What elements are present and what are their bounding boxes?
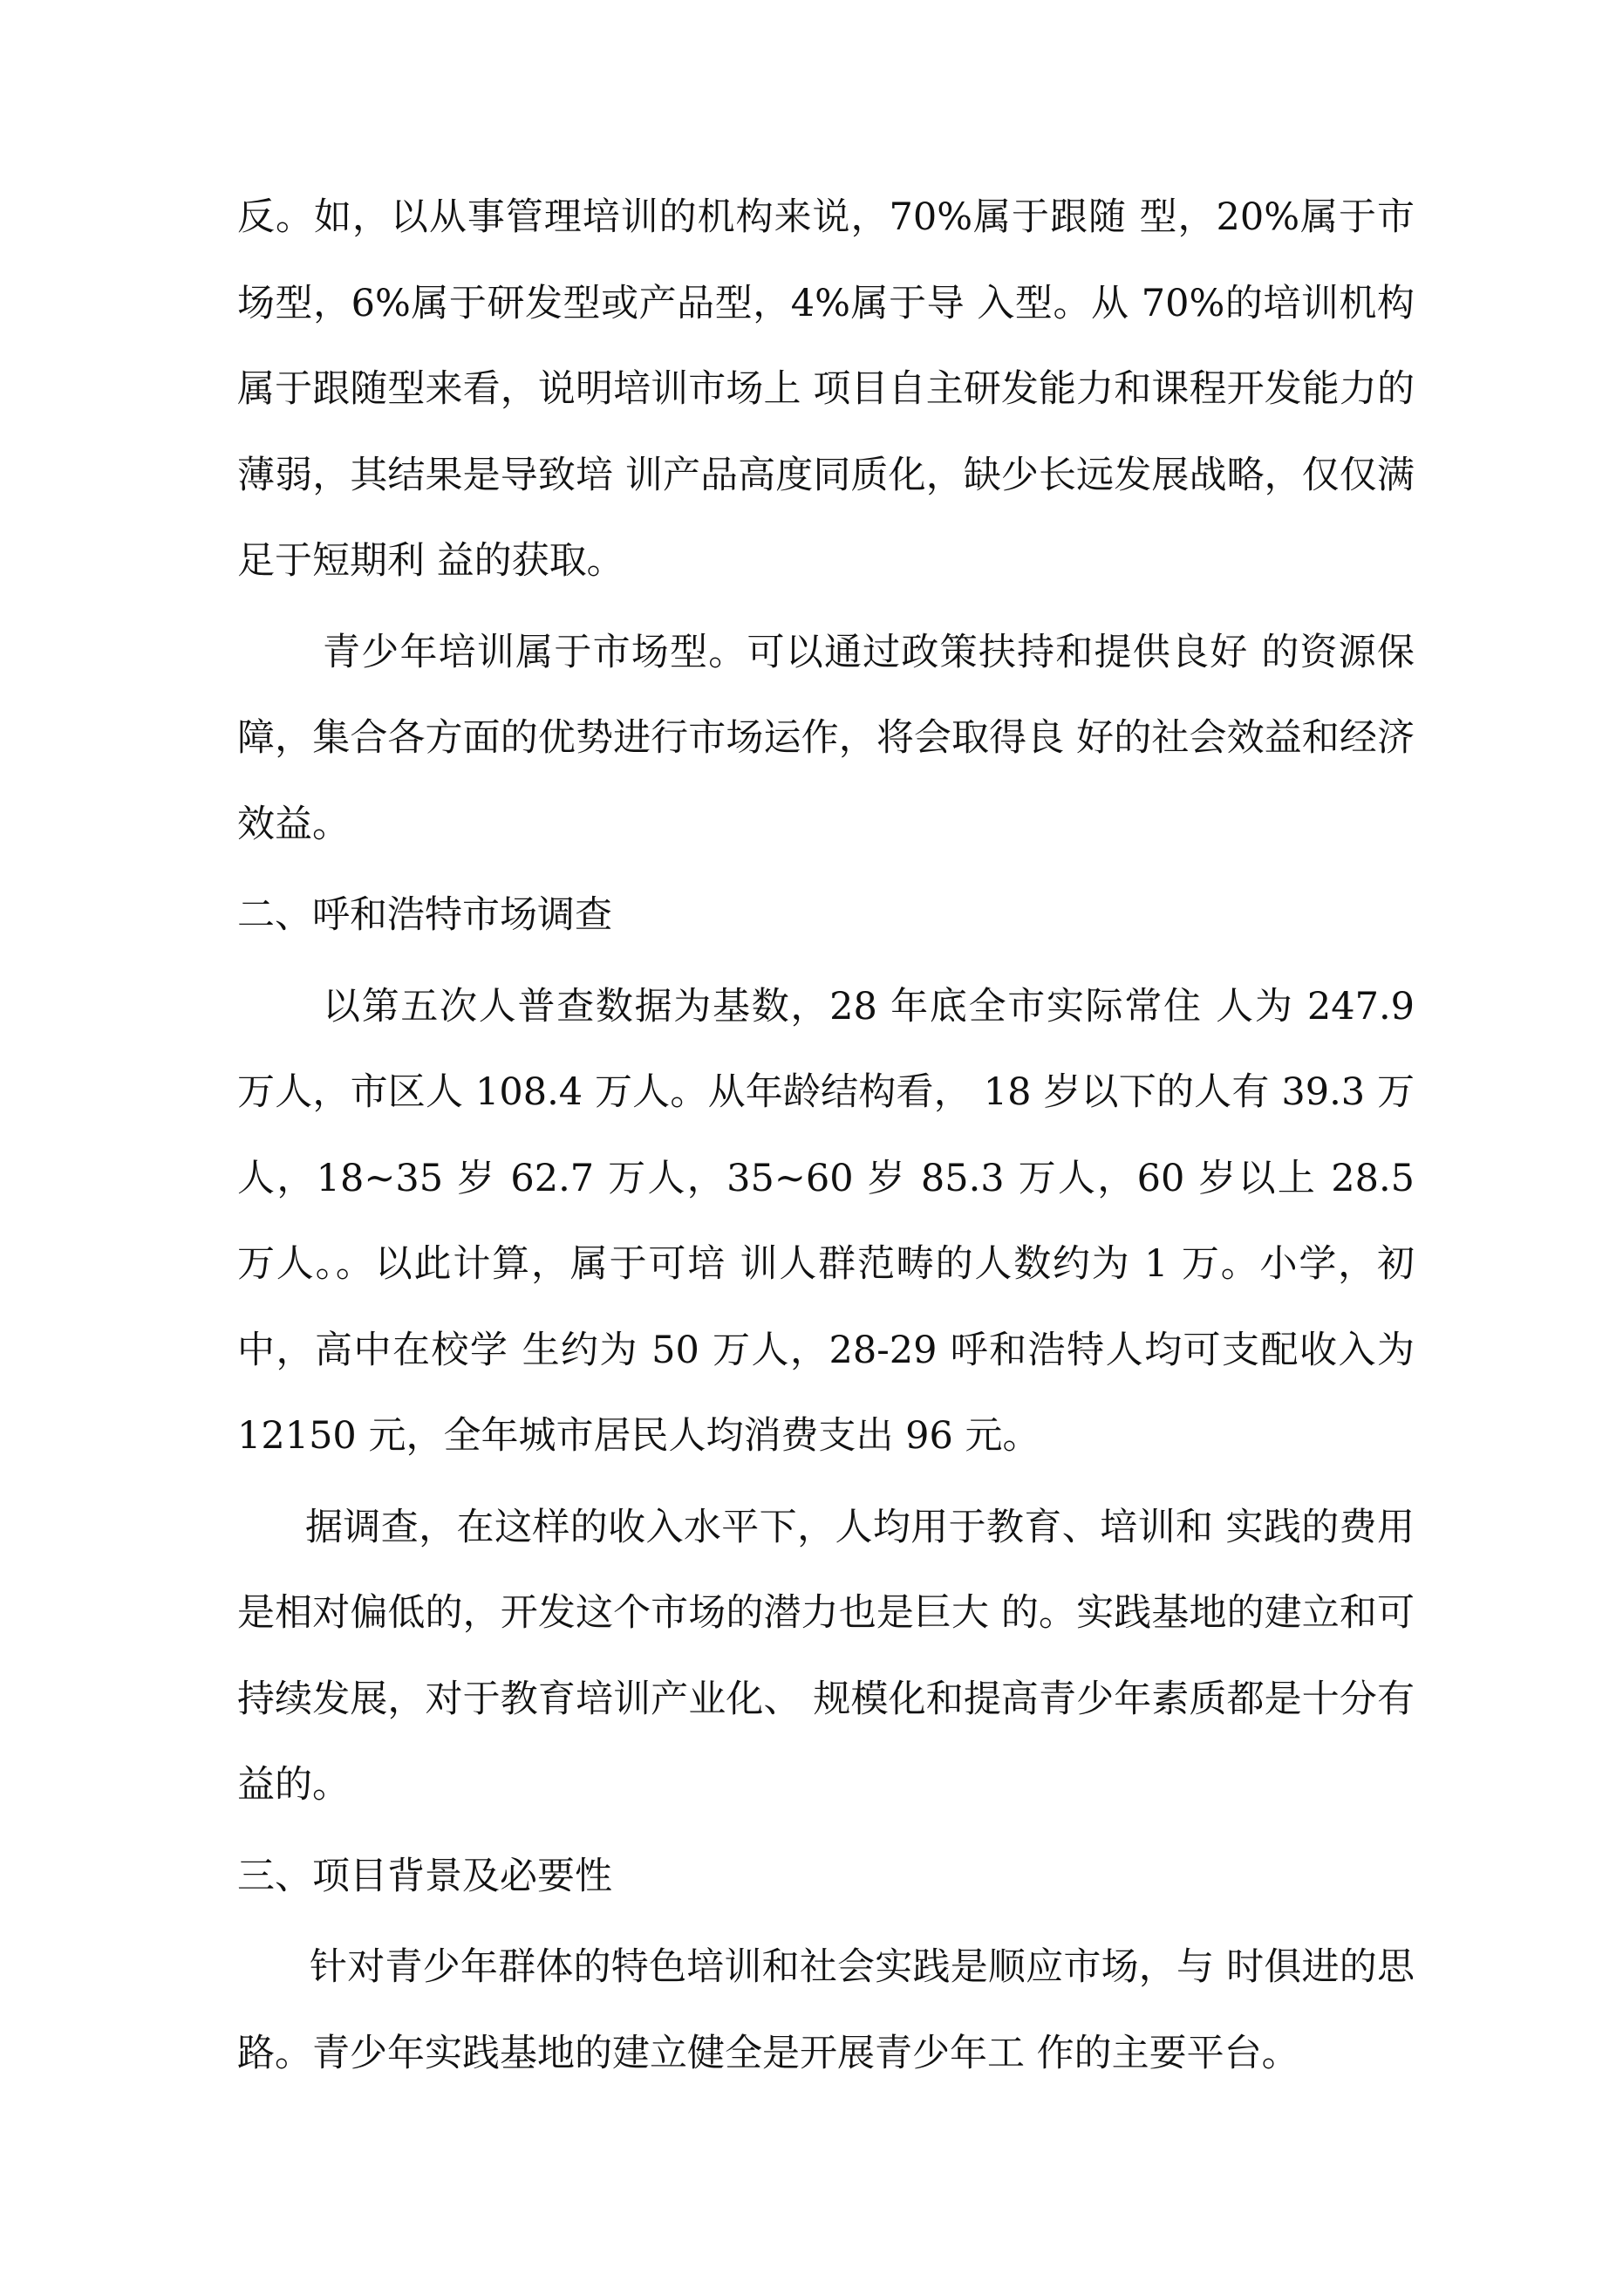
paragraph-youth-training: 青少年培训属于市场型。可以通过政策扶持和提供良好 的资源保障，集合各方面的优势进行市场运作，将会取得良 好的社会效益和经济效益。 (237, 630, 1415, 846)
section-heading-project-background: 三、项目背景及必要性 (237, 1854, 612, 1898)
paragraph-survey-findings: 据调查，在这样的收入水平下，人均用于教育、培训和 实践的费用是相对偏低的，开发这个市场的潜力也是巨大 的。实践基地的建立和可持续发展，对于教育培训产业化、 规模化和提高青少年素质都是十分有益的。 (237, 1505, 1415, 1807)
section-heading-market-survey: 二、呼和浩特市场调查 (237, 893, 612, 937)
paragraph-census-data: 以第五次人普查数据为基数，28 年底全市实际常住 人为 247.9 万人，市区人 108.4 万人。从年龄结构看， 18 岁以下的人有 39.3 万人，18~35 岁 62.7 万人，35~60 岁 85.3 万人，60 岁以上 28.5 万人。。以此计算，属于可培 训人群范畴的人数约为 1 万。小学，初中，高中在校学 生约为 50 万人，28-29 呼和浩特人均可支配收入为 12150 元，全年城市居民人均消费支出 96 元。 (237, 984, 1415, 1458)
document-body (237, 174, 1415, 2096)
paragraph-training-market-types: 反。如，以从事管理培训的机构来说，70%属于跟随 型，20%属于市场型，6%属于研发型或产品型，4%属于导 入型。从 70%的培训机构属于跟随型来看，说明培训市场上 项目自主研发能力和课程开发能力的薄弱，其结果是导致培 训产品高度同质化，缺少长远发展战略，仅仅满足于短期利 益的获取。 (237, 195, 1415, 583)
paragraph-project-background: 针对青少年群体的特色培训和社会实践是顺应市场，与 时俱进的思路。青少年实践基地的建立健全是开展青少年工 作的主要平台。 (237, 1945, 1415, 2075)
